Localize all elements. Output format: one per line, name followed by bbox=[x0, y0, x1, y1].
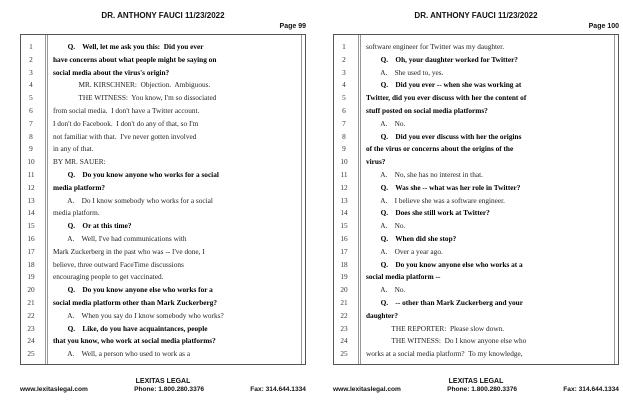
line-number: 11 bbox=[340, 169, 348, 179]
line-text: encouraging people to get vaccinated. bbox=[53, 272, 164, 282]
line-number: 1 bbox=[342, 42, 346, 51]
line-number: 10 bbox=[340, 157, 348, 167]
line-text: Mark Zuckerberg in the past who was -- I've done, I bbox=[53, 246, 205, 256]
transcript-line bbox=[334, 271, 618, 284]
line-number: 16 bbox=[27, 233, 35, 243]
transcript-line bbox=[334, 348, 618, 361]
line-text: social media about the virus's origin? bbox=[53, 67, 170, 77]
footer-website: www.lexitaslegal.com bbox=[20, 386, 88, 393]
transcript-line bbox=[21, 207, 305, 220]
line-text: works at a social media platform? To my knowledge, bbox=[366, 349, 523, 359]
line-text: social media platform other than Mark Zuckerberg? bbox=[53, 297, 218, 307]
transcript-lines bbox=[334, 41, 618, 361]
line-number: 12 bbox=[340, 182, 348, 192]
line-text: Q. Do you know anyone who works for a social bbox=[53, 169, 219, 179]
line-text: Q. Does she still work at Twitter? bbox=[366, 208, 490, 218]
transcript-page-left bbox=[20, 0, 306, 418]
transcript-line bbox=[334, 41, 618, 54]
transcript-line bbox=[21, 156, 305, 169]
footer-fax: Fax: 314.644.1334 bbox=[563, 386, 619, 393]
transcript-line bbox=[334, 118, 618, 131]
line-number: 16 bbox=[340, 233, 348, 243]
line-number: 20 bbox=[27, 285, 35, 295]
line-number: 10 bbox=[27, 157, 35, 167]
line-text: Q. Did you ever discuss with her the origins bbox=[366, 131, 522, 141]
transcript-lines bbox=[21, 41, 305, 361]
footer-firm-name: LEXITAS LEGAL bbox=[448, 378, 504, 385]
line-number: 5 bbox=[342, 93, 346, 103]
transcript-line bbox=[334, 246, 618, 259]
line-text: software engineer for Twitter was my daughter. bbox=[366, 42, 505, 51]
page-footer bbox=[333, 378, 619, 393]
line-number: 5 bbox=[29, 93, 33, 103]
line-text: believe, three outward FaceTime discussions bbox=[53, 259, 184, 269]
line-number: 23 bbox=[27, 323, 35, 333]
line-text: Q. When did she stop? bbox=[366, 233, 457, 243]
line-number: 6 bbox=[342, 105, 346, 115]
line-number: 4 bbox=[29, 80, 33, 90]
line-number: 19 bbox=[27, 272, 35, 282]
line-number: 7 bbox=[29, 118, 33, 128]
line-text: THE WITNESS: Do I know anyone else who bbox=[366, 336, 527, 346]
line-number: 22 bbox=[27, 310, 35, 320]
footer-website: www.lexitaslegal.com bbox=[333, 386, 401, 393]
line-number: 8 bbox=[29, 131, 33, 141]
line-text: media platform. bbox=[53, 208, 100, 218]
transcript-line bbox=[334, 195, 618, 208]
transcript-line bbox=[334, 310, 618, 323]
transcript-line bbox=[21, 169, 305, 182]
line-text: Q. Well, let me ask you this: Did you ever bbox=[53, 42, 204, 51]
line-number: 2 bbox=[342, 54, 346, 64]
page-footer bbox=[20, 378, 306, 393]
transcript-line bbox=[21, 92, 305, 105]
line-number: 17 bbox=[340, 246, 348, 256]
line-text: BY MR. SAUER: bbox=[53, 157, 106, 167]
transcript-line bbox=[334, 105, 618, 118]
page-number: Page 99 bbox=[279, 23, 306, 30]
line-text: Q. -- other than Mark Zuckerberg and your bbox=[366, 297, 523, 307]
line-text: Q. Did you ever -- when she was working at bbox=[366, 80, 522, 90]
line-number: 14 bbox=[340, 208, 348, 218]
line-text: A. Well, I've had communications with bbox=[53, 233, 187, 243]
transcript-line bbox=[21, 284, 305, 297]
transcript-line bbox=[334, 131, 618, 144]
line-number: 9 bbox=[29, 144, 33, 154]
transcript-line bbox=[21, 271, 305, 284]
transcript-line bbox=[21, 182, 305, 195]
line-text: A. Do I know somebody who works for a social bbox=[53, 195, 213, 205]
line-text: Q. Or at this time? bbox=[53, 221, 132, 231]
line-text: media platform? bbox=[53, 182, 106, 192]
transcript-line bbox=[21, 143, 305, 156]
transcript-line bbox=[21, 79, 305, 92]
transcript-line bbox=[21, 233, 305, 246]
transcript-line bbox=[21, 220, 305, 233]
footer-phone: Phone: 1.800.280.3376 bbox=[134, 386, 205, 393]
line-number: 11 bbox=[27, 169, 35, 179]
line-number: 13 bbox=[27, 195, 35, 205]
line-number: 12 bbox=[27, 182, 35, 192]
line-number: 23 bbox=[340, 323, 348, 333]
line-text: MR. KIRSCHNER: Objection. Ambiguous. bbox=[53, 80, 211, 90]
transcript-line bbox=[21, 259, 305, 272]
line-number: 7 bbox=[342, 118, 346, 128]
transcript-line bbox=[334, 220, 618, 233]
transcript-line bbox=[21, 195, 305, 208]
transcript-line bbox=[334, 207, 618, 220]
transcript-line bbox=[21, 105, 305, 118]
line-number: 18 bbox=[340, 259, 348, 269]
line-number: 3 bbox=[342, 67, 346, 77]
line-number: 24 bbox=[340, 336, 348, 346]
line-number: 20 bbox=[340, 285, 348, 295]
line-number: 15 bbox=[340, 221, 348, 231]
transcript-line bbox=[21, 323, 305, 336]
line-text: A. She used to, yes. bbox=[366, 67, 444, 77]
transcript-frame bbox=[333, 34, 619, 365]
transcript-line bbox=[21, 41, 305, 54]
footer-firm-name: LEXITAS LEGAL bbox=[135, 378, 191, 385]
line-number: 8 bbox=[342, 131, 346, 141]
line-text: Twitter, did you ever discuss with her the content of bbox=[366, 93, 527, 103]
transcript-line bbox=[21, 54, 305, 67]
line-text: that you know, who work at social media platforms? bbox=[53, 336, 216, 346]
transcript-line bbox=[21, 297, 305, 310]
line-text: Q. Do you know anyone else who works for a bbox=[53, 285, 213, 295]
line-text: A. No, she has no interest in that. bbox=[366, 169, 483, 179]
footer-phone: Phone: 1.800.280.3376 bbox=[447, 386, 518, 393]
transcript-line bbox=[334, 335, 618, 348]
line-number: 9 bbox=[342, 144, 346, 154]
line-text: have concerns about what people might be saying on bbox=[53, 54, 217, 64]
transcript-line bbox=[21, 131, 305, 144]
line-number: 1 bbox=[29, 42, 33, 51]
transcript-line bbox=[334, 67, 618, 80]
line-text: THE REPORTER: Please slow down. bbox=[366, 323, 505, 333]
line-number: 24 bbox=[27, 336, 35, 346]
transcript-line bbox=[334, 54, 618, 67]
transcript-line bbox=[334, 233, 618, 246]
line-number: 6 bbox=[29, 105, 33, 115]
line-number: 17 bbox=[27, 246, 35, 256]
transcript-line bbox=[334, 297, 618, 310]
line-number: 3 bbox=[29, 67, 33, 77]
line-text: not familiar with that. I've never gotten involved bbox=[53, 131, 197, 141]
transcript-line bbox=[21, 310, 305, 323]
line-number: 22 bbox=[340, 310, 348, 320]
transcript-line bbox=[334, 156, 618, 169]
transcript-page-right bbox=[333, 0, 619, 418]
transcript-line bbox=[21, 67, 305, 80]
line-text: A. Well, a person who used to work as a bbox=[53, 349, 191, 359]
line-number: 19 bbox=[340, 272, 348, 282]
line-number: 25 bbox=[27, 349, 35, 359]
line-number: 21 bbox=[27, 297, 35, 307]
page-header-title: DR. ANTHONY FAUCI 11/23/2022 bbox=[101, 11, 225, 20]
transcript-line bbox=[334, 323, 618, 336]
line-number: 18 bbox=[27, 259, 35, 269]
transcript-line bbox=[21, 118, 305, 131]
line-text: Q. Oh, your daughter worked for Twitter? bbox=[366, 54, 518, 64]
line-text: daughter? bbox=[366, 310, 399, 320]
transcript-line bbox=[334, 259, 618, 272]
line-number: 13 bbox=[340, 195, 348, 205]
line-number: 21 bbox=[340, 297, 348, 307]
line-text: A. No. bbox=[366, 285, 406, 295]
line-text: A. No. bbox=[366, 221, 406, 231]
transcript-line bbox=[334, 182, 618, 195]
transcript-frame bbox=[20, 34, 306, 365]
transcript-line bbox=[334, 284, 618, 297]
line-text: of the virus or concerns about the origins of the bbox=[366, 144, 514, 154]
transcript-line bbox=[21, 348, 305, 361]
line-text: Q. Was she -- what was her role in Twitter? bbox=[366, 182, 521, 192]
page-number: Page 100 bbox=[588, 23, 619, 30]
line-text: Q. Like, do you have acquaintances, people bbox=[53, 323, 208, 333]
line-text: I don't do Facebook. I don't do any of that, so I'm bbox=[53, 118, 199, 128]
transcript-line bbox=[21, 246, 305, 259]
line-text: from social media. I don't have a Twitter account. bbox=[53, 105, 200, 115]
footer-fax: Fax: 314.644.1334 bbox=[250, 386, 306, 393]
line-number: 14 bbox=[27, 208, 35, 218]
line-text: A. When you say do I know somebody who works? bbox=[53, 310, 224, 320]
line-text: social media platform -- bbox=[366, 272, 441, 282]
line-number: 4 bbox=[342, 80, 346, 90]
transcript-line bbox=[334, 92, 618, 105]
line-text: A. No. bbox=[366, 118, 406, 128]
line-number: 2 bbox=[29, 54, 33, 64]
line-text: THE WITNESS: You know, I'm so dissociated bbox=[53, 93, 217, 103]
line-text: A. I believe she was a software engineer. bbox=[366, 195, 506, 205]
transcript-line bbox=[334, 143, 618, 156]
line-number: 25 bbox=[340, 349, 348, 359]
page-header-title: DR. ANTHONY FAUCI 11/23/2022 bbox=[414, 11, 538, 20]
transcript-line bbox=[334, 169, 618, 182]
transcript-line bbox=[21, 335, 305, 348]
line-text: virus? bbox=[366, 157, 386, 167]
line-number: 15 bbox=[27, 221, 35, 231]
line-text: Q. Do you know anyone else who works at a bbox=[366, 259, 523, 269]
line-text: A. Over a year ago. bbox=[366, 246, 443, 256]
line-text: in any of that. bbox=[53, 144, 94, 154]
line-text: stuff posted on social media platforms? bbox=[366, 105, 488, 115]
transcript-line bbox=[334, 79, 618, 92]
